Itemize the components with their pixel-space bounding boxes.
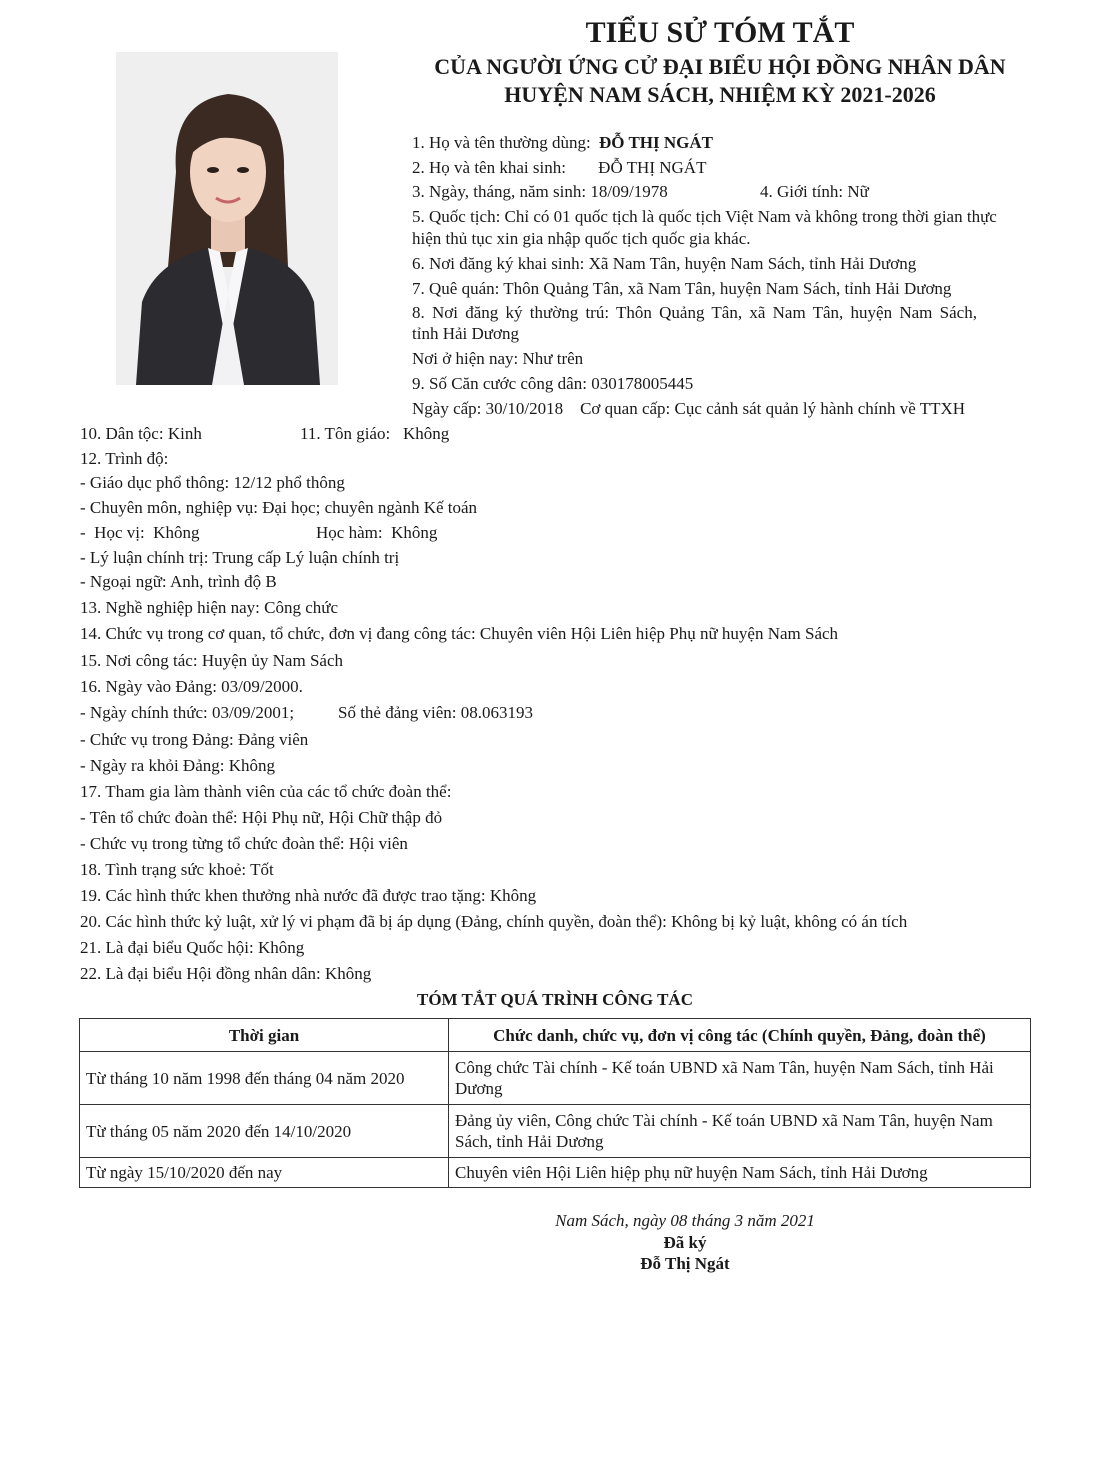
party-join-line: 16. Ngày vào Đảng: 03/09/2000.: [80, 677, 303, 696]
general-education-line: - Giáo dục phổ thông: 12/12 phổ thông: [80, 473, 345, 492]
birth-name-line: 2. Họ và tên khai sinh: ĐỖ THỊ NGÁT: [412, 158, 707, 177]
person-portrait-icon: [116, 52, 338, 385]
gender-line: 4. Giới tính: Nữ: [760, 182, 869, 201]
occupation-line: 13. Nghề nghiệp hiện nay: Công chức: [80, 598, 339, 617]
current-address-line: Nơi ở hiện nay: Như trên: [412, 349, 584, 368]
nationality-line-2: hiện thủ tục xin gia nhập quốc tịch quốc gia khác.: [412, 229, 751, 248]
political-theory-line: - Lý luận chính trị: Trung cấp Lý luận chính trị: [80, 548, 400, 567]
national-assembly-line: 21. Là đại biểu Quốc hội: Không: [80, 938, 305, 957]
workplace-line: 15. Nơi công tác: Huyện ủy Nam Sách: [80, 651, 343, 670]
table-row: [80, 1105, 1031, 1158]
document-subtitle-2: HUYỆN NAM SÁCH, NHIỆM KỲ 2021-2026: [504, 82, 936, 107]
birth-registration-line: 6. Nơi đăng ký khai sinh: Xã Nam Tân, huyện Nam Sách, tỉnh Hải Dương: [412, 254, 917, 273]
work-history-title: TÓM TẮT QUÁ TRÌNH CÔNG TÁC: [417, 990, 693, 1009]
column-header-position: Chức danh, chức vụ, đơn vị công tác (Chính quyền, Đảng, đoàn thể): [449, 1019, 1031, 1052]
common-name-line: 1. Họ và tên thường dùng: ĐỖ THỊ NGÁT: [412, 133, 713, 152]
id-issue-line: Ngày cấp: 30/10/2018 Cơ quan cấp: Cục cảnh sát quản lý hành chính về TTXH: [412, 399, 966, 418]
profession-line: - Chuyên môn, nghiệp vụ: Đại học; chuyên ngành Kế toán: [80, 498, 478, 517]
portrait-photo: [116, 52, 338, 385]
row-time: Từ tháng 10 năm 1998 đến tháng 04 năm 2020: [80, 1052, 449, 1105]
column-header-time: Thời gian: [80, 1019, 449, 1052]
organization-names-line: - Tên tổ chức đoàn thể: Hội Phụ nữ, Hội Chữ thập đỏ: [80, 808, 443, 827]
row-description: Chuyên viên Hội Liên hiệp phụ nữ huyện Nam Sách, tỉnh Hải Dương: [449, 1158, 1031, 1188]
row-description: Công chức Tài chính - Kế toán UBND xã Nam Tân, huyện Nam Sách, tỉnh Hải Dương: [449, 1052, 1031, 1105]
table-row: [80, 1158, 1031, 1188]
signature-place-date: Nam Sách, ngày 08 tháng 3 năm 2021: [555, 1211, 815, 1230]
signature-status: Đã ký: [663, 1233, 707, 1252]
row-time: Từ tháng 05 năm 2020 đến 14/10/2020: [80, 1105, 449, 1158]
residence-line-1: 8. Nơi đăng ký thường trú: Thôn Quảng Tân, xã Nam Tân, huyện Nam Sách,: [412, 303, 977, 322]
education-heading: 12. Trình độ:: [80, 449, 169, 468]
degree-line: - Học vị: Không: [80, 523, 200, 542]
signature-name: Đỗ Thị Ngát: [640, 1254, 730, 1273]
work-history-table: [79, 1018, 1031, 1188]
party-card-line: Số thẻ đảng viên: 08.063193: [338, 703, 534, 722]
row-time: Từ ngày 15/10/2020 đến nay: [80, 1158, 449, 1188]
birth-date-line: 3. Ngày, tháng, năm sinh: 18/09/1978: [412, 182, 668, 201]
table-header-row: [80, 1019, 1031, 1052]
religion-line: 11. Tôn giáo: Không: [300, 424, 450, 443]
academic-title-line: Học hàm: Không: [316, 523, 438, 542]
birth-name-value: ĐỖ THỊ NGÁT: [598, 158, 707, 177]
residence-line-2: tỉnh Hải Dương: [412, 324, 519, 343]
organization-role-line: - Chức vụ trong từng tổ chức đoàn thể: Hội viên: [80, 834, 408, 853]
row-description: Đảng ủy viên, Công chức Tài chính - Kế toán UBND xã Nam Tân, huyện Nam Sách, tỉnh Hải Dương: [449, 1105, 1031, 1158]
document-subtitle-1: CỦA NGƯỜI ỨNG CỬ ĐẠI BIỂU HỘI ĐỒNG NHÂN DÂN: [434, 54, 1006, 79]
citizen-id-line: 9. Số Căn cước công dân: 030178005445: [412, 374, 694, 393]
health-line: 18. Tình trạng sức khoẻ: Tốt: [80, 860, 274, 879]
awards-line: 19. Các hình thức khen thưởng nhà nước đã được trao tặng: Không: [80, 886, 537, 905]
organizations-heading: 17. Tham gia làm thành viên của các tổ chức đoàn thể:: [80, 782, 452, 801]
ethnicity-line: 10. Dân tộc: Kinh: [80, 424, 202, 443]
party-position-line: - Chức vụ trong Đảng: Đảng viên: [80, 730, 309, 749]
party-official-date-line: - Ngày chính thức: 03/09/2001;: [80, 703, 295, 722]
discipline-line: 20. Các hình thức kỷ luật, xử lý vi phạm đã bị áp dụng (Đảng, chính quyền, đoàn thể): Không bị kỷ luật, không có án tích: [80, 912, 908, 931]
common-name-value: ĐỖ THỊ NGÁT: [599, 133, 713, 152]
document-title: TIỂU SỬ TÓM TẮT: [585, 16, 855, 49]
hometown-line: 7. Quê quán: Thôn Quảng Tân, xã Nam Tân, huyện Nam Sách, tỉnh Hải Dương: [412, 279, 952, 298]
nationality-line-1: 5. Quốc tịch: Chỉ có 01 quốc tịch là quốc tịch Việt Nam và không trong thời gian thực: [412, 207, 997, 226]
party-exit-line: - Ngày ra khỏi Đảng: Không: [80, 756, 275, 775]
foreign-language-line: - Ngoại ngữ: Anh, trình độ B: [80, 572, 277, 591]
position-line: 14. Chức vụ trong cơ quan, tổ chức, đơn vị đang công tác: Chuyên viên Hội Liên hiệp Phụ nữ huyện Nam Sách: [80, 624, 839, 643]
table-row: [80, 1052, 1031, 1105]
peoples-council-line: 22. Là đại biểu Hội đồng nhân dân: Không: [80, 964, 372, 983]
